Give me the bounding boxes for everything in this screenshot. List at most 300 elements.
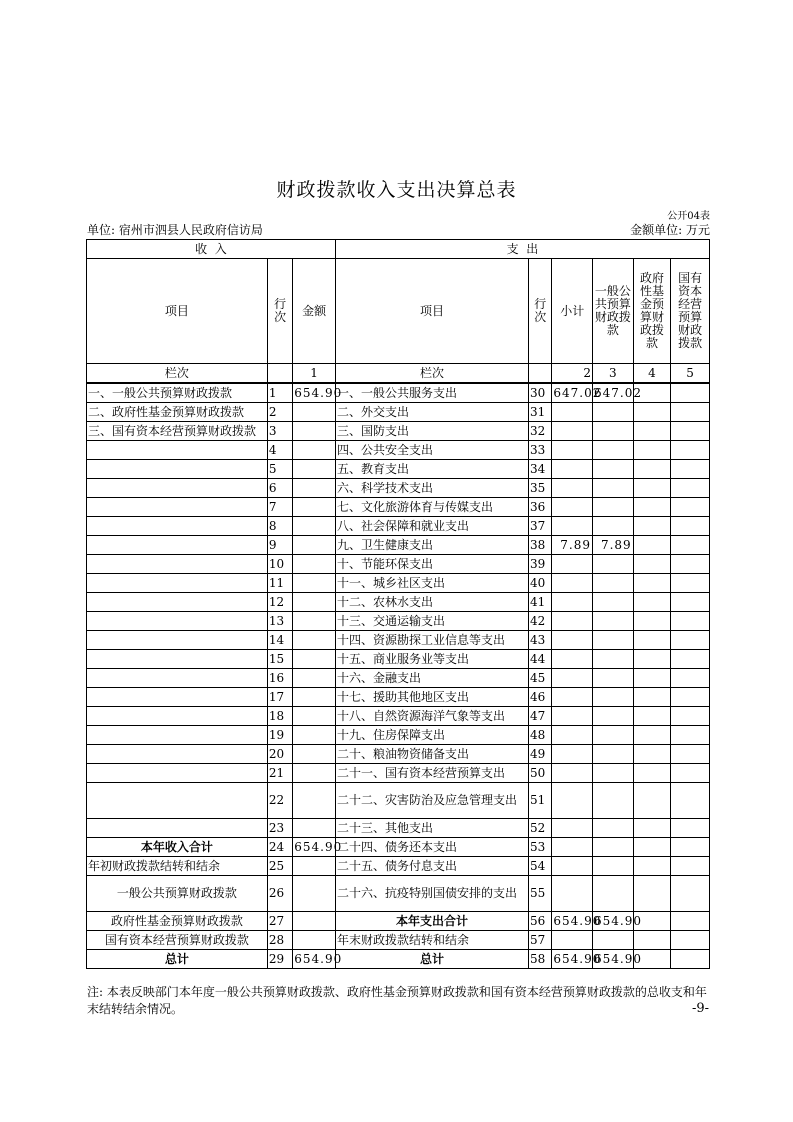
expense-row-no: 36 bbox=[529, 498, 552, 517]
expense-row-no: 42 bbox=[529, 612, 552, 631]
income-row-no: 25 bbox=[267, 857, 292, 876]
gov-fund-value bbox=[633, 669, 671, 688]
income-rowno-header: 行次 bbox=[267, 259, 292, 364]
income-item bbox=[87, 498, 268, 517]
state-capital-value bbox=[671, 631, 710, 650]
expense-row-no: 51 bbox=[529, 783, 552, 819]
state-capital-value bbox=[671, 764, 710, 783]
table-row bbox=[87, 517, 710, 536]
income-item bbox=[87, 745, 268, 764]
subtotal-value bbox=[552, 460, 593, 479]
general-budget-value bbox=[593, 707, 634, 726]
table-row bbox=[87, 536, 710, 555]
income-row-no: 10 bbox=[267, 555, 292, 574]
income-amount: 654.90 bbox=[293, 383, 336, 403]
table-row bbox=[87, 931, 710, 950]
income-item: 一、一般公共预算财政拨款 bbox=[87, 383, 268, 403]
expense-item: 四、公共安全支出 bbox=[335, 441, 528, 460]
income-row-no: 6 bbox=[267, 479, 292, 498]
general-budget-value bbox=[593, 726, 634, 745]
column-number: 1 bbox=[293, 364, 336, 384]
expense-item: 二十五、债务付息支出 bbox=[335, 857, 528, 876]
gov-fund-value bbox=[633, 498, 671, 517]
income-row-no: 7 bbox=[267, 498, 292, 517]
income-row-no: 28 bbox=[267, 931, 292, 950]
table-row bbox=[87, 707, 710, 726]
expense-item: 年末财政拨款结转和结余 bbox=[335, 931, 528, 950]
general-budget-value bbox=[593, 498, 634, 517]
expense-row-no: 44 bbox=[529, 650, 552, 669]
state-capital-value bbox=[671, 783, 710, 819]
income-amount bbox=[293, 536, 336, 555]
income-amount bbox=[293, 688, 336, 707]
general-budget-value bbox=[593, 931, 634, 950]
general-budget-value bbox=[593, 857, 634, 876]
state-capital-value bbox=[671, 612, 710, 631]
income-item bbox=[87, 555, 268, 574]
general-budget-value bbox=[593, 819, 634, 838]
income-row-no: 3 bbox=[267, 422, 292, 441]
table-row bbox=[87, 669, 710, 688]
income-amount bbox=[293, 460, 336, 479]
state-capital-value bbox=[671, 441, 710, 460]
income-amount bbox=[293, 745, 336, 764]
expense-item: 总计 bbox=[335, 950, 528, 969]
income-row-no: 1 bbox=[267, 383, 292, 403]
expense-row-no: 52 bbox=[529, 819, 552, 838]
expense-row-no: 57 bbox=[529, 931, 552, 950]
income-amount: 654.90 bbox=[293, 950, 336, 969]
general-budget-value bbox=[593, 441, 634, 460]
income-amount bbox=[293, 631, 336, 650]
income-item bbox=[87, 460, 268, 479]
general-budget-value bbox=[593, 612, 634, 631]
income-item bbox=[87, 707, 268, 726]
income-row-no: 20 bbox=[267, 745, 292, 764]
expense-item: 十六、金融支出 bbox=[335, 669, 528, 688]
gov-fund-value bbox=[633, 726, 671, 745]
subtotal-value bbox=[552, 403, 593, 422]
gov-fund-value bbox=[633, 441, 671, 460]
expense-row-no: 38 bbox=[529, 536, 552, 555]
income-row-no: 5 bbox=[267, 460, 292, 479]
general-budget-value: 7.89 bbox=[593, 536, 634, 555]
expense-item: 本年支出合计 bbox=[335, 912, 528, 931]
table-row bbox=[87, 764, 710, 783]
state-capital-header: 国有资本经营预算财政拨款 bbox=[671, 259, 710, 364]
subtotal-value bbox=[552, 876, 593, 912]
income-row-no: 15 bbox=[267, 650, 292, 669]
expense-item: 十七、援助其他地区支出 bbox=[335, 688, 528, 707]
subtotal-value bbox=[552, 931, 593, 950]
income-amount bbox=[293, 403, 336, 422]
expense-item: 二十三、其他支出 bbox=[335, 819, 528, 838]
income-amount bbox=[293, 650, 336, 669]
income-item bbox=[87, 631, 268, 650]
table-row bbox=[87, 783, 710, 819]
expense-item: 十二、农林水支出 bbox=[335, 593, 528, 612]
expense-row-no: 40 bbox=[529, 574, 552, 593]
expense-row-no: 56 bbox=[529, 912, 552, 931]
gov-fund-value bbox=[633, 650, 671, 669]
expense-row-no: 31 bbox=[529, 403, 552, 422]
expense-row-no: 46 bbox=[529, 688, 552, 707]
expense-row-no: 41 bbox=[529, 593, 552, 612]
table-row bbox=[87, 912, 710, 931]
income-row-no: 2 bbox=[267, 403, 292, 422]
subtotal-header: 小计 bbox=[552, 259, 593, 364]
general-budget-value: 654.90 bbox=[593, 912, 634, 931]
expense-row-no: 30 bbox=[529, 383, 552, 403]
subtotal-value: 654.90 bbox=[552, 950, 593, 969]
subtotal-value: 647.02 bbox=[552, 383, 593, 403]
income-item: 政府性基金预算财政拨款 bbox=[87, 912, 268, 931]
expense-item: 二十二、灾害防治及应急管理支出 bbox=[335, 783, 528, 819]
income-amount bbox=[293, 931, 336, 950]
subtotal-value bbox=[552, 441, 593, 460]
state-capital-value bbox=[671, 403, 710, 422]
expense-item: 十一、城乡社区支出 bbox=[335, 574, 528, 593]
gov-fund-value bbox=[633, 819, 671, 838]
income-item bbox=[87, 517, 268, 536]
subtotal-value bbox=[552, 479, 593, 498]
expense-row-no: 45 bbox=[529, 669, 552, 688]
income-item: 三、国有资本经营预算财政拨款 bbox=[87, 422, 268, 441]
subtotal-value bbox=[552, 650, 593, 669]
state-capital-value bbox=[671, 574, 710, 593]
general-budget-value bbox=[593, 631, 634, 650]
state-capital-value bbox=[671, 422, 710, 441]
table-row bbox=[87, 631, 710, 650]
income-row-no: 12 bbox=[267, 593, 292, 612]
income-item bbox=[87, 726, 268, 745]
income-row-no: 29 bbox=[267, 950, 292, 969]
table-row bbox=[87, 688, 710, 707]
state-capital-value bbox=[671, 383, 710, 403]
subtotal-value bbox=[552, 498, 593, 517]
subtotal-value bbox=[552, 783, 593, 819]
gov-fund-value bbox=[633, 612, 671, 631]
income-amount bbox=[293, 819, 336, 838]
general-budget-value bbox=[593, 838, 634, 857]
table-row bbox=[87, 460, 710, 479]
income-amount bbox=[293, 555, 336, 574]
expense-item: 七、文化旅游体育与传媒支出 bbox=[335, 498, 528, 517]
gov-fund-value bbox=[633, 517, 671, 536]
expense-row-no: 39 bbox=[529, 555, 552, 574]
general-budget-value bbox=[593, 783, 634, 819]
expense-item: 二十六、抗疫特别国债安排的支出 bbox=[335, 876, 528, 912]
gov-fund-value bbox=[633, 745, 671, 764]
expense-item: 二十、粮油物资储备支出 bbox=[335, 745, 528, 764]
subtotal-value bbox=[552, 631, 593, 650]
subtotal-value bbox=[552, 669, 593, 688]
income-item bbox=[87, 783, 268, 819]
state-capital-value bbox=[671, 931, 710, 950]
income-row-no: 19 bbox=[267, 726, 292, 745]
income-row-no: 17 bbox=[267, 688, 292, 707]
state-capital-value bbox=[671, 555, 710, 574]
expense-row-no: 54 bbox=[529, 857, 552, 876]
subtotal-value bbox=[552, 593, 593, 612]
state-capital-value bbox=[671, 819, 710, 838]
column-number: 2 bbox=[552, 364, 593, 384]
expense-item: 三、国防支出 bbox=[335, 422, 528, 441]
general-budget-value bbox=[593, 460, 634, 479]
income-item bbox=[87, 479, 268, 498]
income-amount bbox=[293, 783, 336, 819]
income-item: 总计 bbox=[87, 950, 268, 969]
table-row bbox=[87, 612, 710, 631]
income-item bbox=[87, 612, 268, 631]
income-item: 一般公共预算财政拨款 bbox=[87, 876, 268, 912]
state-capital-value bbox=[671, 950, 710, 969]
income-row-no: 9 bbox=[267, 536, 292, 555]
expense-item: 十、节能环保支出 bbox=[335, 555, 528, 574]
expense-item: 五、教育支出 bbox=[335, 460, 528, 479]
subtotal-value bbox=[552, 745, 593, 764]
column-number: 4 bbox=[633, 364, 671, 384]
subtotal-value bbox=[552, 422, 593, 441]
income-row-no: 4 bbox=[267, 441, 292, 460]
gov-fund-value bbox=[633, 931, 671, 950]
income-amount bbox=[293, 517, 336, 536]
expense-row-no: 47 bbox=[529, 707, 552, 726]
table-row bbox=[87, 876, 710, 912]
expense-row-no: 58 bbox=[529, 950, 552, 969]
subtotal-value bbox=[552, 555, 593, 574]
general-budget-value: 647.02 bbox=[593, 383, 634, 403]
general-budget-value bbox=[593, 764, 634, 783]
table-row bbox=[87, 838, 710, 857]
subtotal-value: 7.89 bbox=[552, 536, 593, 555]
income-item: 国有资本经营预算财政拨款 bbox=[87, 931, 268, 950]
general-budget-value bbox=[593, 688, 634, 707]
expense-header: 支 出 bbox=[335, 240, 709, 259]
expense-row-no: 35 bbox=[529, 479, 552, 498]
income-row-no: 21 bbox=[267, 764, 292, 783]
income-item bbox=[87, 669, 268, 688]
amount-unit: 金额单位: 万元 bbox=[630, 223, 710, 237]
table-row bbox=[87, 403, 710, 422]
reporting-unit: 单位: 宿州市泗县人民政府信访局 bbox=[87, 223, 263, 237]
page-number: -9- bbox=[691, 1001, 709, 1016]
income-amount bbox=[293, 441, 336, 460]
income-amount bbox=[293, 498, 336, 517]
table-row bbox=[87, 422, 710, 441]
expense-item: 二十四、债务还本支出 bbox=[335, 838, 528, 857]
gov-fund-value bbox=[633, 707, 671, 726]
state-capital-value bbox=[671, 912, 710, 931]
income-amount bbox=[293, 857, 336, 876]
income-item bbox=[87, 574, 268, 593]
expense-item: 二、外交支出 bbox=[335, 403, 528, 422]
table-row bbox=[87, 950, 710, 969]
subtotal-value bbox=[552, 574, 593, 593]
state-capital-value bbox=[671, 838, 710, 857]
expense-item: 十五、商业服务业等支出 bbox=[335, 650, 528, 669]
income-amount bbox=[293, 669, 336, 688]
state-capital-value bbox=[671, 857, 710, 876]
expense-item: 十九、住房保障支出 bbox=[335, 726, 528, 745]
expense-item: 八、社会保障和就业支出 bbox=[335, 517, 528, 536]
subtotal-value bbox=[552, 838, 593, 857]
budget-table bbox=[86, 239, 710, 969]
income-row-no: 23 bbox=[267, 819, 292, 838]
general-budget-header: 一般公共预算财政拨款 bbox=[593, 259, 634, 364]
table-row bbox=[87, 650, 710, 669]
subtotal-value bbox=[552, 612, 593, 631]
expense-item: 十三、交通运输支出 bbox=[335, 612, 528, 631]
income-row-no: 26 bbox=[267, 876, 292, 912]
state-capital-value bbox=[671, 460, 710, 479]
general-budget-value bbox=[593, 669, 634, 688]
form-number: 公开04表 bbox=[667, 211, 710, 222]
income-amount bbox=[293, 479, 336, 498]
income-item: 年初财政拨款结转和结余 bbox=[87, 857, 268, 876]
expense-row-no: 55 bbox=[529, 876, 552, 912]
state-capital-value bbox=[671, 517, 710, 536]
state-capital-value bbox=[671, 536, 710, 555]
income-row-no: 24 bbox=[267, 838, 292, 857]
page-title: 财政拨款收入支出决算总表 bbox=[276, 179, 517, 201]
column-number: 3 bbox=[593, 364, 634, 384]
expense-row-no: 34 bbox=[529, 460, 552, 479]
gov-fund-value bbox=[633, 536, 671, 555]
income-row-no: 11 bbox=[267, 574, 292, 593]
subtotal-value bbox=[552, 707, 593, 726]
income-row-no: 14 bbox=[267, 631, 292, 650]
income-amount bbox=[293, 764, 336, 783]
expense-row-no: 32 bbox=[529, 422, 552, 441]
subtotal-value: 654.90 bbox=[552, 912, 593, 931]
gov-fund-value bbox=[633, 764, 671, 783]
state-capital-value bbox=[671, 707, 710, 726]
state-capital-value bbox=[671, 593, 710, 612]
income-header: 收 入 bbox=[87, 240, 336, 259]
subtotal-value bbox=[552, 764, 593, 783]
income-amount bbox=[293, 574, 336, 593]
expense-item: 十八、自然资源海洋气象等支出 bbox=[335, 707, 528, 726]
income-amount bbox=[293, 876, 336, 912]
table-row bbox=[87, 555, 710, 574]
expense-item: 六、科学技术支出 bbox=[335, 479, 528, 498]
state-capital-value bbox=[671, 876, 710, 912]
gov-fund-header: 政府性基金预算财政拨款 bbox=[633, 259, 671, 364]
general-budget-value bbox=[593, 574, 634, 593]
income-row-no: 8 bbox=[267, 517, 292, 536]
column-number: 5 bbox=[671, 364, 710, 384]
income-item-header: 项目 bbox=[87, 259, 268, 364]
income-item: 二、政府性基金预算财政拨款 bbox=[87, 403, 268, 422]
gov-fund-value bbox=[633, 838, 671, 857]
table-row bbox=[87, 726, 710, 745]
table-row bbox=[87, 441, 710, 460]
column-label: 栏次 bbox=[87, 364, 268, 384]
income-row-no: 16 bbox=[267, 669, 292, 688]
income-row-no: 27 bbox=[267, 912, 292, 931]
expense-item: 十四、资源勘探工业信息等支出 bbox=[335, 631, 528, 650]
expense-item: 一、一般公共服务支出 bbox=[335, 383, 528, 403]
expense-item: 九、卫生健康支出 bbox=[335, 536, 528, 555]
expense-item-header: 项目 bbox=[335, 259, 528, 364]
column-label: 栏次 bbox=[335, 364, 528, 384]
general-budget-value bbox=[593, 479, 634, 498]
income-amount: 654.90 bbox=[293, 838, 336, 857]
state-capital-value bbox=[671, 745, 710, 764]
general-budget-value bbox=[593, 650, 634, 669]
table-row bbox=[87, 574, 710, 593]
gov-fund-value bbox=[633, 460, 671, 479]
general-budget-value bbox=[593, 517, 634, 536]
subtotal-value bbox=[552, 726, 593, 745]
gov-fund-value bbox=[633, 857, 671, 876]
gov-fund-value bbox=[633, 783, 671, 819]
expense-row-no: 37 bbox=[529, 517, 552, 536]
expense-row-no: 43 bbox=[529, 631, 552, 650]
expense-row-no: 33 bbox=[529, 441, 552, 460]
state-capital-value bbox=[671, 688, 710, 707]
state-capital-value bbox=[671, 479, 710, 498]
general-budget-value bbox=[593, 403, 634, 422]
general-budget-value bbox=[593, 593, 634, 612]
table-row bbox=[87, 745, 710, 764]
expense-row-no: 49 bbox=[529, 745, 552, 764]
gov-fund-value bbox=[633, 593, 671, 612]
income-amount bbox=[293, 726, 336, 745]
gov-fund-value bbox=[633, 403, 671, 422]
table-row bbox=[87, 593, 710, 612]
state-capital-value bbox=[671, 650, 710, 669]
gov-fund-value bbox=[633, 876, 671, 912]
general-budget-value: 654.90 bbox=[593, 950, 634, 969]
subtotal-value bbox=[552, 688, 593, 707]
expense-row-no: 53 bbox=[529, 838, 552, 857]
income-amount bbox=[293, 707, 336, 726]
income-amount-header: 金额 bbox=[293, 259, 336, 364]
income-row-no: 18 bbox=[267, 707, 292, 726]
expense-row-no: 48 bbox=[529, 726, 552, 745]
gov-fund-value bbox=[633, 688, 671, 707]
expense-item: 二十一、国有资本经营预算支出 bbox=[335, 764, 528, 783]
state-capital-value bbox=[671, 726, 710, 745]
income-amount bbox=[293, 593, 336, 612]
table-row bbox=[87, 819, 710, 838]
income-row-no: 13 bbox=[267, 612, 292, 631]
income-item bbox=[87, 764, 268, 783]
gov-fund-value bbox=[633, 422, 671, 441]
table-row bbox=[87, 857, 710, 876]
gov-fund-value bbox=[633, 631, 671, 650]
gov-fund-value bbox=[633, 479, 671, 498]
income-item bbox=[87, 650, 268, 669]
table-row bbox=[87, 498, 710, 517]
footnote: 注: 本表反映部门本年度一般公共预算财政拨款、政府性基金预算财政拨款和国有资本经营预算财政拨款的总收支和年末结转结余情况。 bbox=[87, 985, 707, 1016]
income-amount bbox=[293, 422, 336, 441]
subtotal-value bbox=[552, 517, 593, 536]
state-capital-value bbox=[671, 669, 710, 688]
subtotal-value bbox=[552, 857, 593, 876]
state-capital-value bbox=[671, 498, 710, 517]
income-item bbox=[87, 688, 268, 707]
expense-rowno-header: 行次 bbox=[529, 259, 552, 364]
general-budget-value bbox=[593, 555, 634, 574]
table-row bbox=[87, 383, 710, 403]
income-amount bbox=[293, 612, 336, 631]
general-budget-value bbox=[593, 745, 634, 764]
income-row-no: 22 bbox=[267, 783, 292, 819]
table-body bbox=[87, 383, 710, 969]
